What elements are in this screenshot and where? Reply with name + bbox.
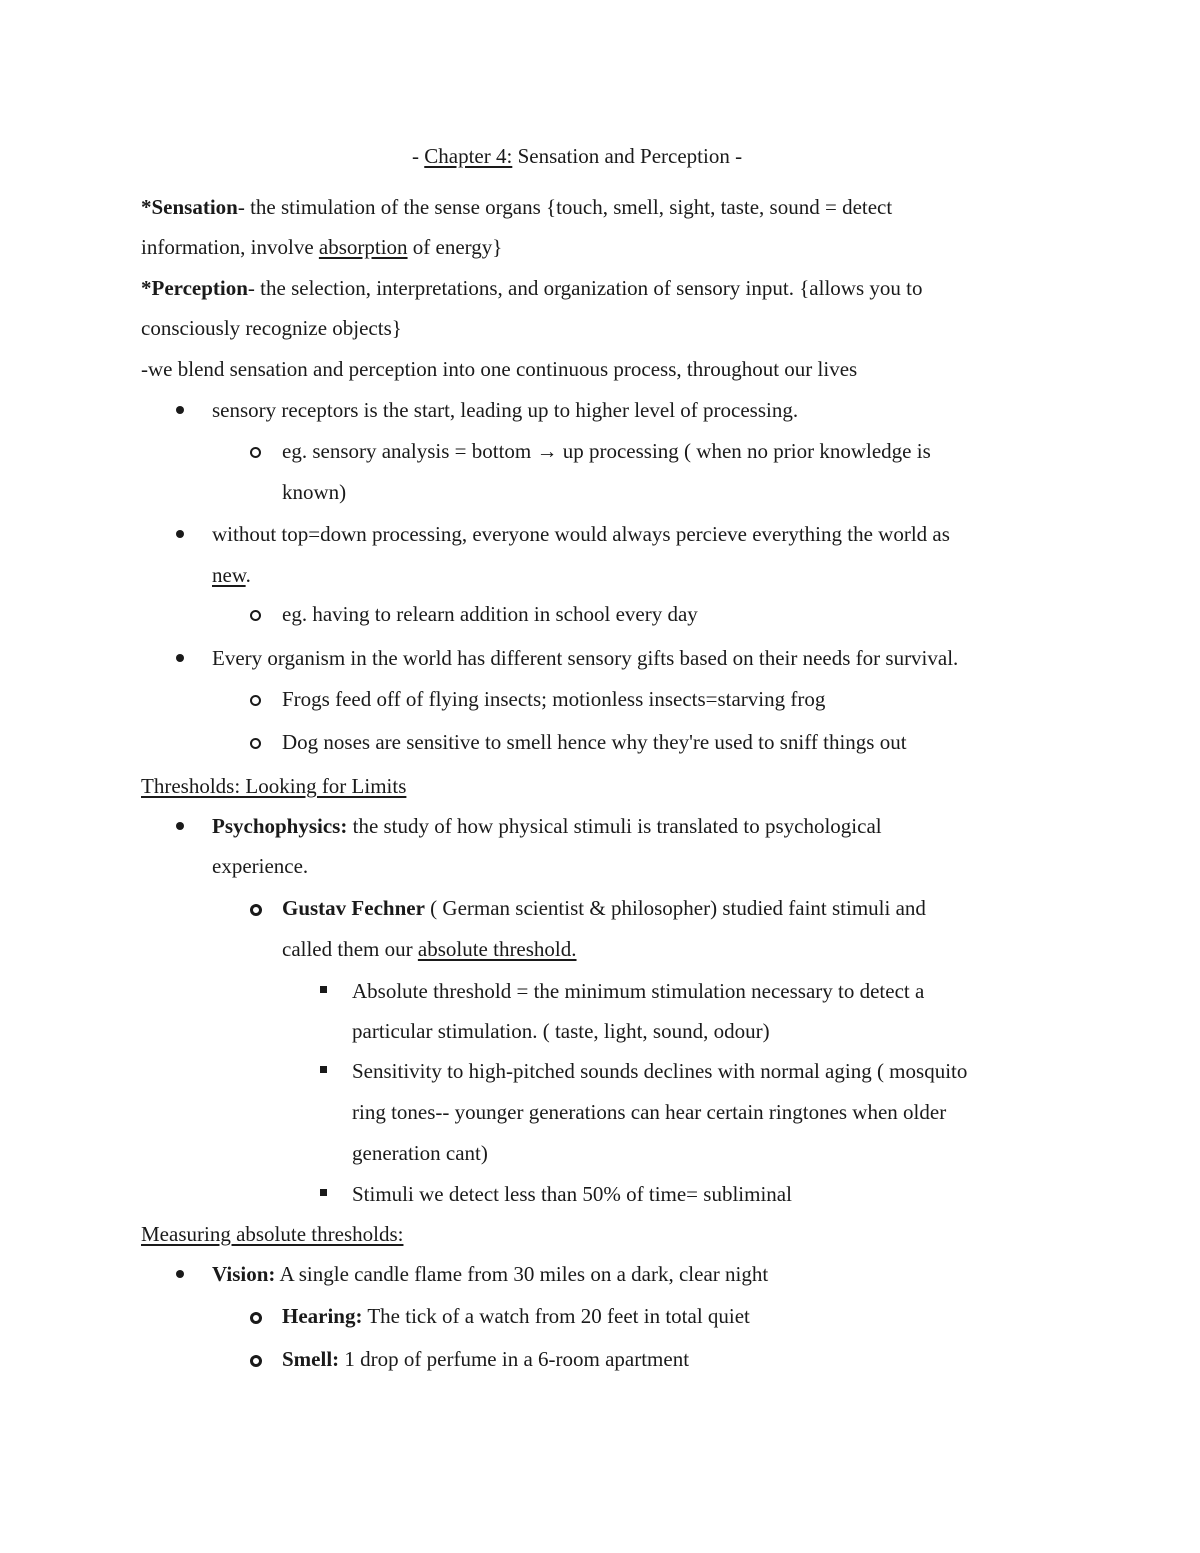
bullet-icon (176, 406, 184, 414)
hearing-text: The tick of a watch from 20 feet in total quiet (362, 1304, 750, 1328)
bullet-icon (176, 1270, 184, 1278)
vision-line (212, 1261, 768, 1287)
fechner-line2-text: called them our (282, 937, 418, 961)
sub-bullet-icon (250, 610, 261, 621)
psychophysics-line-1 (212, 813, 882, 839)
fechner-term: Gustav Fechner (282, 896, 425, 920)
measuring-heading: Measuring absolute thresholds: (141, 1222, 404, 1246)
sensation-text: - the stimulation of the sense organs {touch, smell, sight, taste, sound = detect (237, 195, 893, 219)
bullet-icon (176, 822, 184, 830)
bullet-icon (176, 530, 184, 538)
sub-bullet-icon (250, 738, 261, 749)
blend-statement: -we blend sensation and perception into one continuous process, throughout our lives (141, 357, 858, 381)
sub-bullet-icon (250, 1312, 262, 1324)
square-bullet-icon (320, 1066, 327, 1073)
absolute-threshold-def-line-1: Absolute threshold = the minimum stimulation necessary to detect a (352, 979, 925, 1003)
sub-bullet-bottom-up-line-2: known) (282, 480, 347, 504)
sensitivity-line-3: generation cant) (352, 1141, 488, 1165)
sub-bullet-icon (250, 695, 261, 706)
fechner-text: ( German scientist & philosopher) studied faint stimuli and (424, 896, 926, 920)
smell-text: 1 drop of perfume in a 6-room apartment (339, 1347, 690, 1371)
hearing-term: Hearing: (282, 1304, 363, 1328)
psychophysics-line-2: experience. (212, 854, 309, 878)
sensation-line2-end: of energy} (407, 235, 503, 259)
smell-line (282, 1346, 689, 1372)
sensation-line2-text: information, involve (141, 235, 319, 259)
page-title (412, 143, 742, 169)
vision-text: A single candle flame from 30 miles on a dark, clear night (275, 1262, 769, 1286)
sensation-definition-line-1 (141, 194, 892, 220)
sub-bullet-icon (250, 447, 261, 458)
perception-text: - the selection, interpretations, and organization of sensory input. {allows you to (247, 276, 923, 300)
absorption-underlined: absorption (318, 235, 408, 259)
sub-bullet-bottom-up-line-1: eg. sensory analysis = bottom → up processing ( when no prior knowledge is (282, 439, 931, 463)
sensitivity-line-1: Sensitivity to high-pitched sounds declines with normal aging ( mosquito (352, 1059, 968, 1083)
absolute-threshold-def-line-2: particular stimulation. ( taste, light, sound, odour) (352, 1019, 770, 1043)
sub-bullet-icon (250, 1355, 262, 1367)
sub-bullet-relearn: eg. having to relearn addition in school every day (282, 602, 698, 626)
bullet-sensory-receptors: sensory receptors is the start, leading up to higher level of processing. (212, 398, 799, 422)
sub-bullet-icon (250, 904, 262, 916)
psychophysics-text: the study of how physical stimuli is translated to psychological (347, 814, 882, 838)
fechner-line-1 (282, 895, 926, 921)
bullet-icon (176, 654, 184, 662)
title-prefix: - (412, 144, 425, 168)
square-bullet-icon (320, 986, 327, 993)
sensitivity-line-2: ring tones-- younger generations can hear certain ringtones when older (352, 1100, 947, 1124)
perception-definition-line-1 (141, 275, 922, 301)
period: . (245, 563, 251, 587)
psychophysics-term: Psychophysics: (212, 814, 348, 838)
bullet-top-down-line-1: without top=down processing, everyone would always percieve everything the world as (212, 522, 950, 546)
hearing-line (282, 1303, 750, 1329)
absolute-threshold-underlined: absolute threshold. (417, 937, 577, 961)
sub-bullet-dog-noses: Dog noses are sensitive to smell hence why they're used to sniff things out (282, 730, 907, 754)
title-chapter: Chapter 4: (424, 144, 513, 168)
bullet-organism-gifts: Every organism in the world has different sensory gifts based on their needs for survival. (212, 646, 959, 670)
vision-term: Vision: (212, 1262, 276, 1286)
perception-definition-line-2: consciously recognize objects} (141, 316, 402, 340)
sub-bullet-frogs: Frogs feed off of flying insects; motionless insects=starving frog (282, 687, 826, 711)
perception-term: *Perception (141, 276, 248, 300)
thresholds-heading: Thresholds: Looking for Limits (141, 774, 407, 798)
title-rest: Sensation and Perception - (512, 144, 743, 168)
sensation-definition-line-2 (141, 234, 502, 260)
smell-term: Smell: (282, 1347, 340, 1371)
bullet-top-down-line-2 (212, 562, 251, 588)
sensation-term: *Sensation (141, 195, 238, 219)
new-underlined: new (212, 563, 246, 587)
subliminal-line: Stimuli we detect less than 50% of time= subliminal (352, 1182, 792, 1206)
square-bullet-icon (320, 1189, 327, 1196)
fechner-line-2 (282, 936, 577, 962)
